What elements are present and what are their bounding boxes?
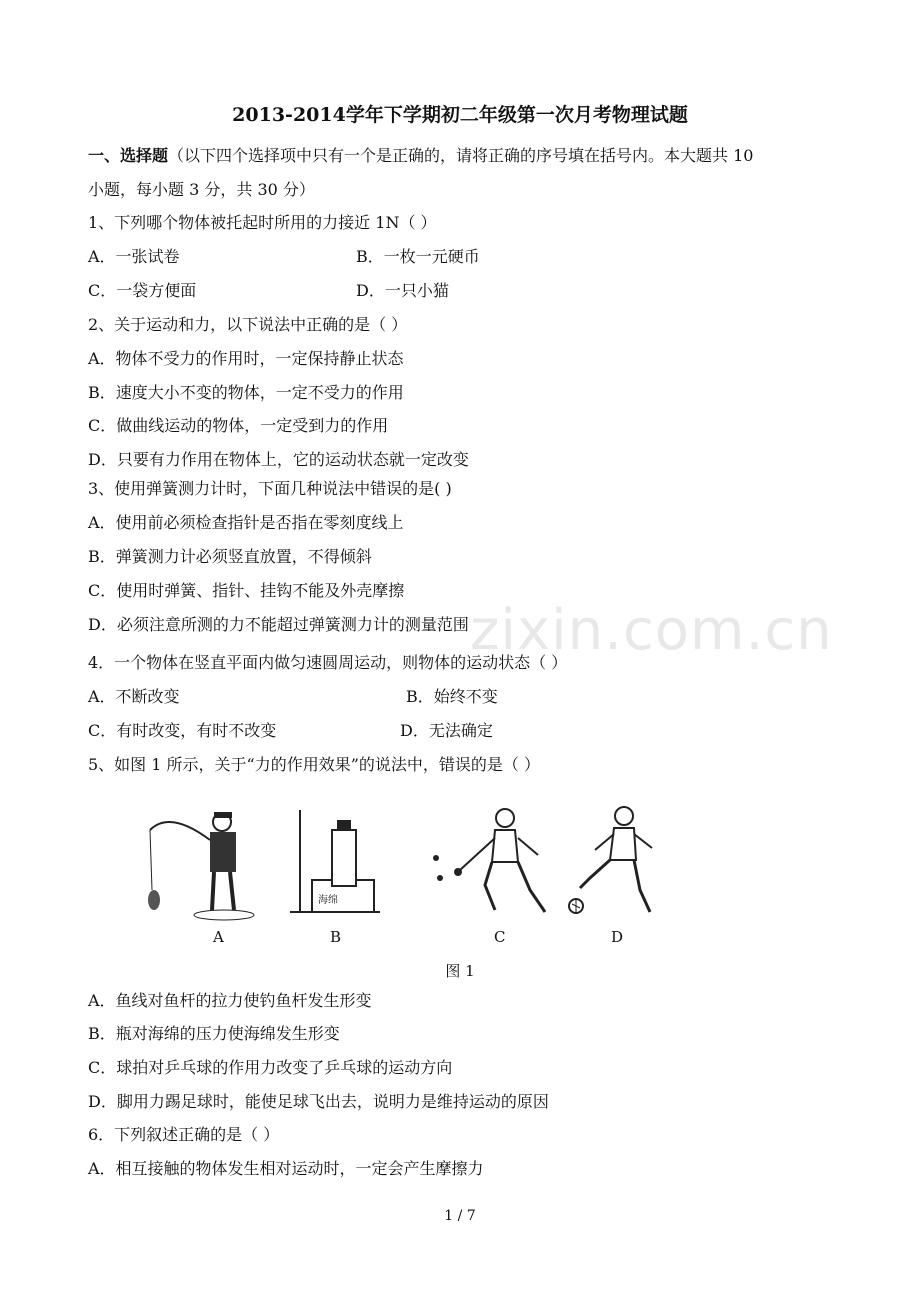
q3-option-c: C．使用时弹簧、指针、挂钩不能及外壳摩擦 (88, 581, 405, 600)
q2-option-b: B．速度大小不变的物体，一定不受力的作用 (88, 383, 404, 402)
q5-option-a: A．鱼线对鱼杆的拉力使钓鱼杆发生形变 (88, 991, 372, 1010)
q4-option-b: B．始终不变 (406, 687, 498, 706)
q2-option-a: A．物体不受力的作用时，一定保持静止状态 (88, 349, 404, 368)
q3-option-b: B．弹簧测力计必须竖直放置，不得倾斜 (88, 547, 372, 566)
q2-option-c: C．做曲线运动的物体，一定受到力的作用 (88, 416, 389, 435)
q3-stem: 3、使用弹簧测力计时，下面几种说法中错误的是( ) (88, 479, 452, 498)
watermark: zixin.com.cn (470, 598, 833, 663)
q4-option-c: C．有时改变，有时不改变 (88, 721, 277, 740)
instruction-line-2: 小题，每小题 3 分，共 30 分） (88, 180, 315, 199)
q6-stem: 6．下列叙述正确的是（ ） (88, 1125, 280, 1144)
sponge-label: 海绵 (318, 895, 338, 906)
section-instruction (88, 143, 753, 166)
q3-option-d: D．必须注意所测的力不能超过弹簧测力计的测量范围 (88, 615, 469, 634)
q4-option-a: A．不断改变 (88, 687, 180, 706)
q3-option-a: A．使用前必须检查指针是否指在零刻度线上 (88, 513, 404, 532)
q5-option-c: C．球拍对乒乓球的作用力改变了乒乓球的运动方向 (88, 1058, 453, 1077)
q1-option-d: D．一只小猫 (356, 281, 449, 300)
q4-stem: 4．一个物体在竖直平面内做匀速圆周运动，则物体的运动状态（ ） (88, 653, 568, 672)
q1-stem: 1、下列哪个物体被托起时所用的力接近 1N（ ） (88, 213, 437, 232)
q2-stem: 2、关于运动和力，以下说法中正确的是（ ） (88, 315, 408, 334)
figure-label-c: C (494, 928, 506, 946)
q2-option-d: D．只要有力作用在物体上，它的运动状态就一定改变 (88, 450, 469, 469)
q5-stem: 5、如图 1 所示，关于“力的作用效果”的说法中，错误的是（ ） (88, 755, 540, 774)
figure-label-b: B (330, 928, 342, 946)
table-tennis-figure (433, 809, 545, 912)
q4-option-d: D．无法确定 (400, 721, 493, 740)
q1-option-c: C．一袋方便面 (88, 281, 197, 300)
football-figure (569, 807, 652, 913)
figure-label-a: A (213, 928, 224, 946)
instruction-line-1: （以下四个选择项中只有一个是正确的，请将正确的序号填在括号内。本大题共 10 (168, 146, 754, 165)
q5-option-d: D．脚用力踢足球时，能使足球飞出去，说明力是维持运动的原因 (88, 1092, 549, 1111)
figure-label-d: D (611, 928, 624, 946)
q5-option-b: B．瓶对海绵的压力使海绵发生形变 (88, 1024, 340, 1043)
section-heading: 一、选择题 (88, 146, 169, 165)
q1-option-b: B．一枚一元硬币 (356, 247, 480, 266)
q1-option-a: A．一张试卷 (88, 247, 180, 266)
figure-caption: 图 1 (445, 962, 475, 980)
figure-1-illustrations (140, 800, 680, 930)
q6-option-a: A．相互接触的物体发生相对运动时，一定会产生摩擦力 (88, 1159, 484, 1178)
fishing-figure (148, 812, 254, 920)
page-number: 1 / 7 (444, 1208, 476, 1224)
exam-title: 2013-2014学年下学期初二年级第一次月考物理试题 (232, 104, 688, 126)
